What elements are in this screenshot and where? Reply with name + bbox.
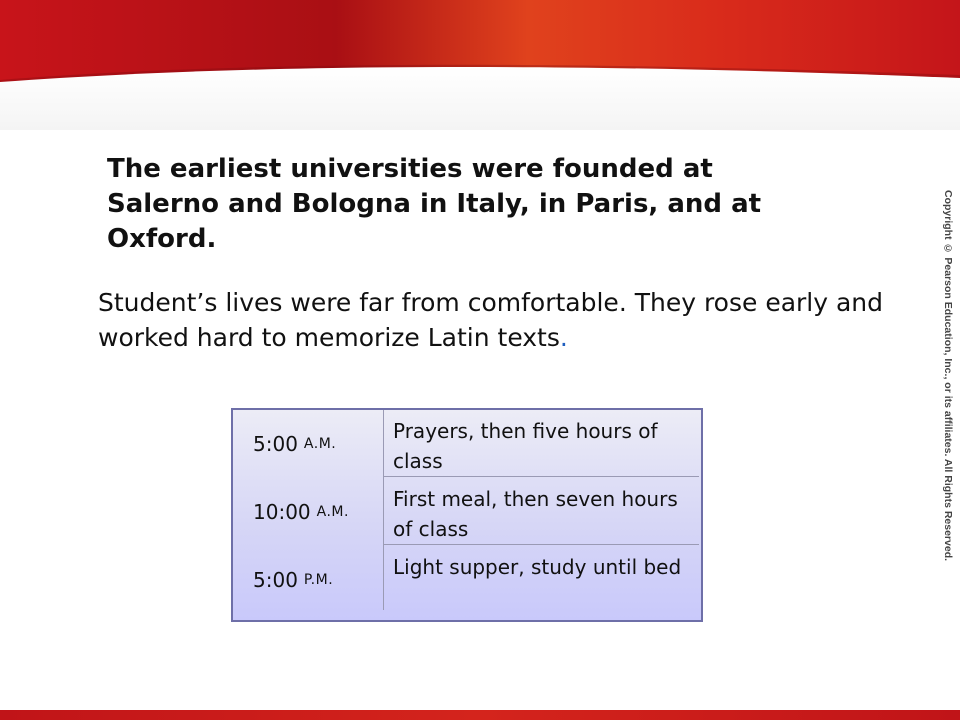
footer-bar: [0, 710, 960, 720]
time-period: P.M.: [303, 572, 334, 588]
activity-cell: Light supper, study until bed: [393, 555, 682, 579]
activity-cell: Prayers, then five hours of class: [393, 419, 658, 473]
time-value: 5:00: [253, 432, 298, 456]
body-period: .: [559, 323, 568, 352]
slide-heading: The earliest universities were founded at Salerno and Bologna in Italy, in Paris, and at Oxford.: [107, 154, 762, 254]
time-cell: [253, 546, 383, 614]
slide-body-text: [98, 285, 898, 355]
time-value: 5:00: [253, 568, 298, 592]
copyright-notice: Copyright © Pearson Education, Inc., or its affiliates. All Rights Reserved.: [942, 190, 954, 562]
time-value: 10:00: [253, 500, 311, 524]
activity-cell: First meal, then seven hours of class: [393, 487, 678, 541]
schedule-table: [231, 408, 703, 622]
time-cell: [253, 410, 383, 478]
time-period: A.M.: [303, 436, 337, 452]
time-period: A.M.: [316, 504, 349, 520]
body-sentence: Student’s lives were far from comfortable. They rose early and worked hard to memorize Latin texts: [98, 288, 884, 352]
header-banner: [0, 0, 960, 130]
schedule-row: [233, 546, 701, 614]
schedule-row: [233, 410, 701, 478]
time-cell: [253, 478, 383, 546]
schedule-row: [233, 478, 701, 546]
